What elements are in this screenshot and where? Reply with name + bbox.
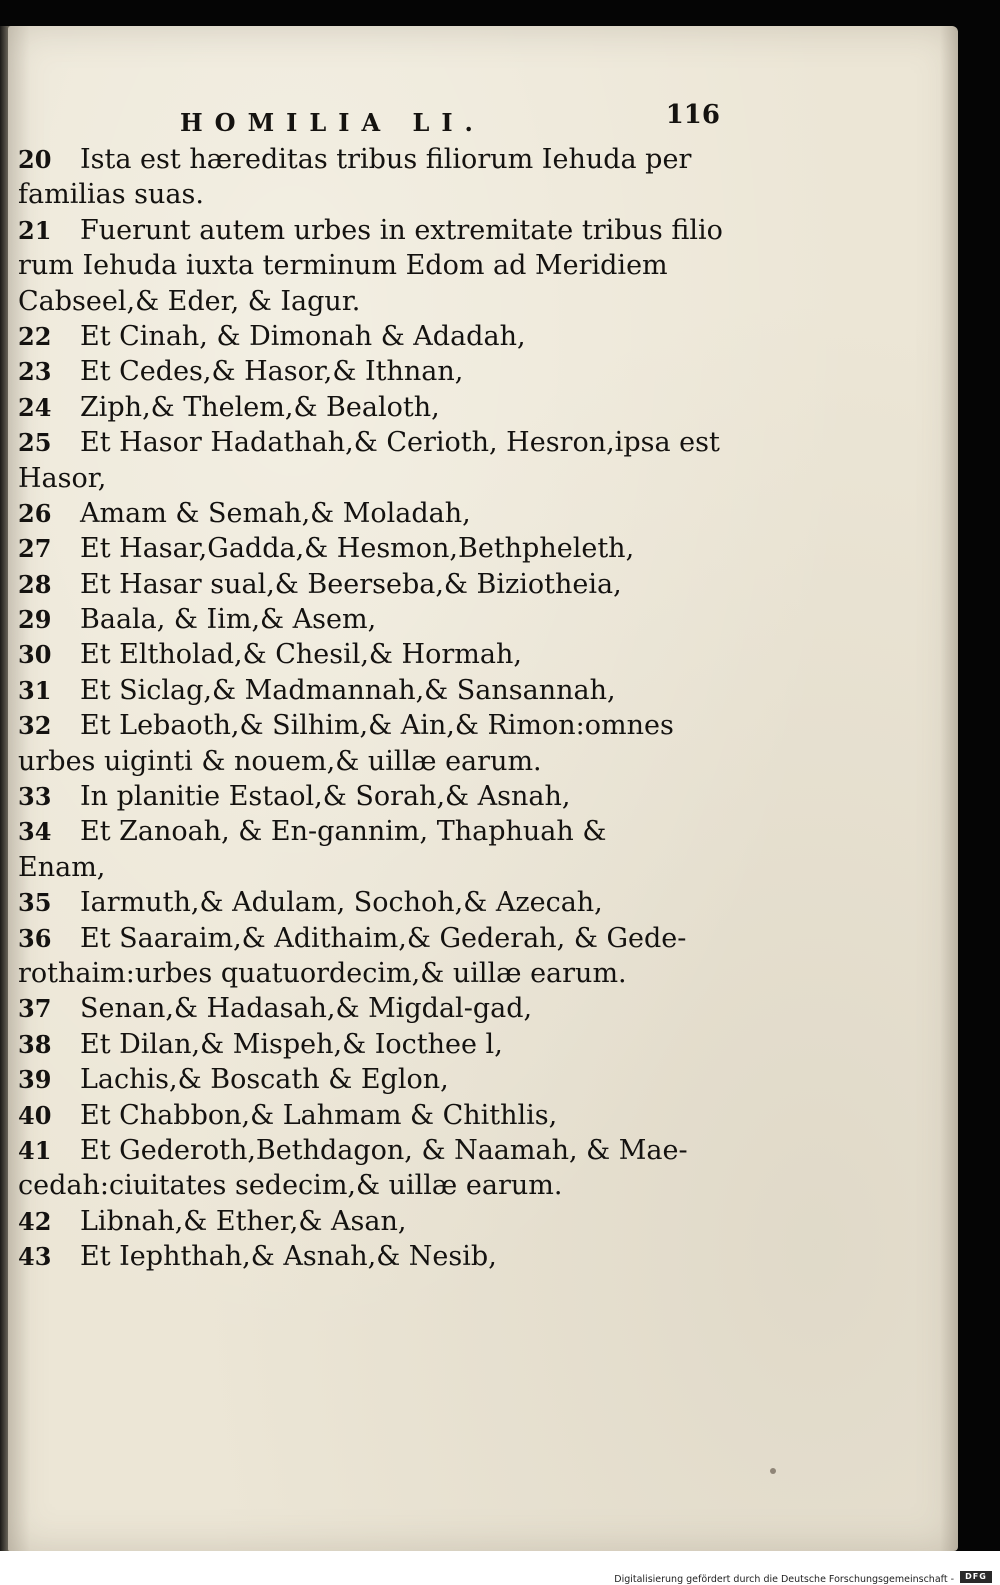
text-line [18,885,718,920]
verse-text: Ziph,& Thelem,& Bealoth, [80,391,440,423]
verse-text: Ista est hæreditas tribus filiorum Iehuda per [80,144,692,175]
verse-text: Et Hasar sual,& Beerseba,& Biziotheia, [80,568,622,600]
text-line [18,1027,718,1062]
verse-text: urbes uiginti & nouem,& uillæ earum. [18,745,542,777]
verse-text: familias suas. [18,179,204,211]
verse-text: Et Hasor Hadathah,& Cerioth, Hesron,ipsa est [80,427,720,459]
text-line [18,850,718,885]
text-line [18,248,718,283]
verse-number: 22 [18,321,52,351]
text-line [18,425,718,460]
text-line [18,1133,718,1168]
verse-number: 42 [18,1206,52,1236]
verse-text: Et Iephthah,& Asnah,& Nesib, [80,1241,497,1273]
verse-number: 41 [18,1135,52,1165]
verse-text: Senan,& Hadasah,& Migdal-gad, [80,993,533,1025]
verse-text: Hasor, [18,462,107,494]
verse-text: Et Chabbon,& Lahmam & Chithlis, [80,1099,558,1131]
verse-number: 33 [18,782,52,812]
verse-number: 37 [18,994,52,1024]
text-line [18,1239,718,1274]
verse-number: 31 [18,675,52,705]
paper-speck [770,1468,776,1474]
verse-number: 23 [18,357,52,387]
text-line [18,567,718,602]
verse-text: rum Iehuda iuxta terminum Edom ad Meridiem [18,250,668,282]
verse-number: 27 [18,534,52,564]
text-line [18,284,718,319]
verse-number: 39 [18,1065,52,1095]
text-line [18,602,718,637]
text-line [18,1062,718,1097]
verse-text: Et Gederoth,Bethdagon, & Naamah, & Mae- [80,1134,688,1166]
text-line [18,637,718,672]
verse-text: Baala, & Iim,& Asem, [80,604,377,636]
verse-text: Et Hasar,Gadda,& Hesmon,Bethpheleth, [80,533,635,565]
verse-text: rothaim:urbes quatuordecim,& uillæ earum. [18,957,627,989]
verse-number: 24 [18,392,52,422]
verse-number: 35 [18,888,52,918]
verse-number: 40 [18,1100,52,1130]
verse-text: Et Cinah, & Dimonah & Adadah, [80,320,526,352]
text-line [18,921,718,956]
verse-number: 30 [18,640,52,670]
verse-text: Enam, [18,851,106,883]
verse-number: 34 [18,817,52,847]
text-line [18,708,718,743]
text-line [18,213,723,248]
text-line [18,390,718,425]
text-line [18,991,718,1026]
text-line [18,531,718,566]
text-line [18,1168,718,1203]
verse-number: 36 [18,923,52,953]
verse-text: Et Lebaoth,& Silhim,& Ain,& Rimon:omnes [80,710,674,742]
verse-number: 29 [18,605,52,635]
verse-text: Et Dilan,& Mispeh,& Iocthee l, [80,1028,503,1060]
verse-text: Et Siclag,& Madmannah,& Sansannah, [80,674,616,706]
verse-text: Et Eltholad,& Chesil,& Hormah, [80,639,522,671]
text-line [18,177,718,212]
text-line [18,354,718,389]
text-line [18,814,718,849]
text-line [18,744,718,779]
verse-text: Fuerunt autem urbes in extremitate tribus filio [80,214,723,246]
digitization-credit: Digitalisierung gefördert durch die Deutsche Forschungsgemeinschaft - [614,1574,954,1585]
verse-number: 32 [18,711,52,741]
verse-text: Lachis,& Boscath & Eglon, [80,1064,449,1096]
verse-text: Cabseel,& Eder, & Iagur. [18,285,361,317]
text-line [18,461,718,496]
text-line [18,1098,718,1133]
verse-number: 43 [18,1242,52,1272]
running-head: HOMILIA LI. [180,108,485,137]
verse-number: 21 [18,215,52,245]
dfg-logo: DFG [960,1571,992,1583]
text-line [18,496,718,531]
verse-text-block [18,142,723,1275]
text-line [18,956,718,991]
verse-number: 38 [18,1029,52,1059]
verse-text: Et Cedes,& Hasor,& Ithnan, [80,356,464,388]
text-line [18,673,718,708]
verse-text: Et Zanoah, & En-gannim, Thaphuah & [80,816,607,848]
text-line [18,779,718,814]
verse-text: Iarmuth,& Adulam, Sochoh,& Azecah, [80,887,603,919]
verse-text: In planitie Estaol,& Sorah,& Asnah, [80,781,571,813]
text-line [18,1204,718,1239]
verse-number: 28 [18,569,52,599]
verse-number: 25 [18,428,52,458]
verse-text: Amam & Semah,& Moladah, [80,497,471,529]
verse-text: cedah:ciuitates sedecim,& uillæ earum. [18,1170,563,1202]
text-line [18,319,718,354]
verse-text: Et Saaraim,& Adithaim,& Gederah, & Gede- [80,922,687,954]
text-line [18,142,718,177]
verse-text: Libnah,& Ether,& Asan, [80,1205,407,1237]
verse-number: 26 [18,498,52,528]
verse-number: 20 [18,145,52,174]
page-number: 116 [665,100,720,130]
